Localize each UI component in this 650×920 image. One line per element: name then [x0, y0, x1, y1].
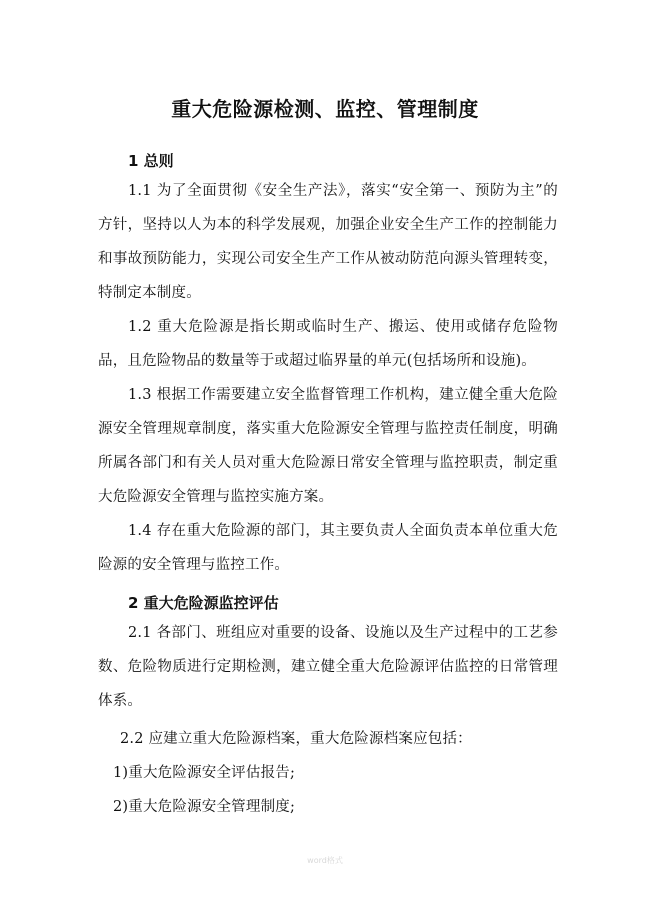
list-item-2: 2)重大危险源安全管理制度; [113, 799, 296, 815]
paragraph-1-3: 1.3 根据工作需要建立安全监督管理工作机构，建立健全重大危险源安全管理规章制度，落实重大危险源安全管理与监控责任制度，明确所属各部门和有关人员对重大危险源日常安全管理与监控职责，制定重大危险源安全管理与监控实施方案。 [98, 387, 558, 505]
paragraph-2-1: 2.1 各部门、班组应对重要的设备、设施以及生产过程中的工艺参数、危险物质进行定期检测，建立健全重大危险源评估监控的日常管理体系。 [98, 625, 558, 709]
footer-watermark: word格式 [307, 856, 343, 865]
paragraph-1-1: 1.1 为了全面贯彻《安全生产法》，落实“安全第一、预防为主”的方针，坚持以人为本的科学发展观，加强企业安全生产工作的控制能力和事故预防能力，实现公司安全生产工作从被动防范向源头管理转变，特制定本制度。 [98, 183, 558, 301]
paragraph-1-2: 1.2 重大危险源是指长期或临时生产、搬运、使用或储存危险物品，且危险物品的数量等于或超过临界量的单元(包括场所和设施)。 [98, 319, 558, 369]
section-1-heading: 1 总则 [128, 152, 174, 170]
section-2-heading: 2 重大危险源监控评估 [128, 594, 279, 612]
paragraph-1-4: 1.4 存在重大危险源的部门，其主要负责人全面负责本单位重大危险源的安全管理与监控工作。 [98, 523, 558, 573]
document-title: 重大危险源检测、监控、管理制度 [171, 97, 479, 121]
list-item-1: 1)重大危险源安全评估报告; [113, 765, 296, 781]
paragraph-2-2: 2.2 应建立重大危险源档案，重大危险源档案应包括： [120, 731, 472, 747]
